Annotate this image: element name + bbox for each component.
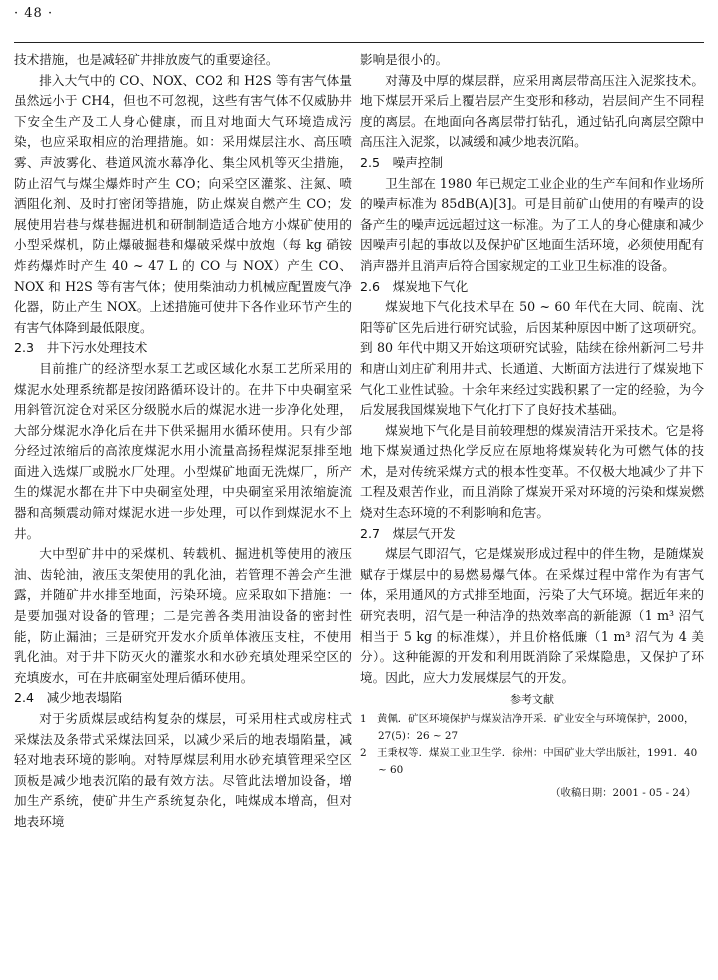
received-date: （收稿日期：2001 - 05 - 24）: [550, 787, 696, 799]
paragraph: 煤炭地下气化技术早在 50 ~ 60 年代在大同、皖南、沈阳等矿区先后进行研究试验，后因某种原因中断了这项研究。到 80 年代中期又开始这项研究试验，陆续在徐州新河二号井和唐山刘庄矿利用井式、长通道、大断面方法进行了煤炭地下气化工业性试验。十余年来经过实践积累了一定的经验，为今后发展我国煤炭地下气化打下了良好技术基础。: [360, 299, 704, 418]
section-heading: 2.4 减少地表塌陷: [14, 690, 123, 706]
section-heading: 2.3 井下污水处理技术: [14, 340, 148, 356]
page-number: · 48 ·: [14, 6, 54, 21]
section-heading: 2.5 噪声控制: [360, 154, 443, 170]
paragraph: 对薄及中厚的煤层群，应采用离层带高压注入泥浆技术。地下煤层开采后上覆岩层产生变形和移动，岩层间产生不同程度的离层。在地面向各离层带打钻孔，通过钻孔向离层空隙中高压注入泥浆，以减缓和减少地表沉陷。: [360, 72, 704, 150]
section-heading: 2.7 煤层气开发: [360, 525, 456, 541]
paragraph: 影响是很小的。: [360, 52, 449, 67]
paragraph: 对于劣质煤层或结构复杂的煤层，可采用柱式或房柱式采煤法及条带式采煤法回采，以减少采后的地表塌陷量，减轻对地表环境的影响。对特厚煤层利用水砂充填管理采空区顶板是减少地表沉陷的最有效方法。尽管此法增加设备，增加生产系统，使矿井生产系统复杂化，吨煤成本增高，但对地表环境: [14, 711, 352, 829]
right-column: [360, 50, 704, 804]
paragraph: 卫生部在 1980 年已规定工业企业的生产车间和作业场所的噪声标准为 85dB(A)[3]。可是目前矿山使用的有噪声的设备产生的噪声远远超过这一标准。为了工人的身心健康和减少因噪声引起的事故以及保护矿区地面生活环境，必须使用配有消声器并且消声后符合国家规定的工业卫生标准的设备。: [360, 175, 704, 273]
section-heading: 2.6 煤炭地下气化: [360, 278, 469, 294]
references-heading: 参考文献: [510, 693, 554, 707]
header-rule: [14, 42, 704, 43]
paragraph: 煤炭地下气化是目前较理想的煤炭清洁开采技术。它是将地下煤炭通过热化学反应在原地将煤炭转化为可燃气体的技术，是对传统采煤方式的根本性变革。不仅极大地减少了井下工程及艰苦作业，而且消除了煤炭开采对环境的污染和煤炭燃烧对生态环境的不利影响和危害。: [360, 422, 704, 521]
paragraph: 目前推广的经济型水泵工艺或区域化水泵工艺所采用的煤泥水处理系统都是按闭路循环设计的。在井下中央硐室采用斜管沉淀仓对采区分级脱水后的煤泥水进一步净化处理，大部分煤泥水净化后在井下供采掘用水循环使用。只有少部分经过浓缩后的高浓度煤泥水用小流量高扬程煤泥泵排至地面进入选煤厂或脱水厂处理。小型煤矿地面无洗煤厂，所产生的煤泥水都在井下中央硐室处理，中央硐室采用浓缩旋流器和高频震动筛对煤泥水进一步处理，可以作到煤泥水不上井。: [14, 360, 352, 541]
left-column: [14, 50, 352, 833]
reference-item: 2 王秉权等．煤炭工业卫生学．徐州：中国矿业大学出版社，1991．40 ~ 60: [360, 747, 698, 776]
paragraph: 大中型矿井中的采煤机、转载机、掘进机等使用的液压油、齿轮油，液压支架使用的乳化油，若管理不善会产生泄露，并随矿井水排至地面，污染环境。应采取如下措施：一是要加强对设备的管理；二是完善各类用油设备的密封性能，防止漏油；三是研究开发水介质单体液压支柱，不使用乳化油。对于井下防灭火的灌浆水和水砂充填处理采空区的充填废水，可在井底硐室处理后循环使用。: [14, 546, 352, 685]
paragraph: 技术措施，也是减轻矿井排放废气的重要途径。: [14, 52, 279, 67]
reference-item: 1 黄佩．矿区环境保护与煤炭洁净开采．矿业安全与环境保护，2000，27(5)：26 ~ 27: [360, 713, 695, 742]
paragraph: 排入大气中的 CO、NOX、CO2 和 H2S 等有害气体量虽然远小于 CH4，但也不可忽视，这些有害气体不仅威胁井下安全生产及工人身心健康，而且对地面大气环境造成污染，也应采取相应的治理措施。如：采用煤层注水、高压喷雾、声波雾化、巷道风流水幕净化、集尘风机等灭尘措施，防止沼气与煤尘爆炸时产生 CO；向采空区灌浆、注氮、喷洒阻化剂、及时打密闭等措施，防止煤炭自燃产生 CO；发展使用岩巷与煤巷掘进机和研制制造适合地方小煤矿使用的小型采煤机，防止爆破掘巷和爆破采煤中放炮（每 kg 硝铵炸药爆炸时产生 40 ~ 47 L 的 CO 与 NOX）产生 CO、NOX 和 H2S 等有害气体；使用柴油动力机械应配置废气净化器，防止产生 NOX。上述措施可使井下各作业环节产生的有害气体降到最低限度。: [14, 72, 352, 335]
paragraph: 煤层气即沼气，它是煤炭形成过程中的伴生物，是随煤炭赋存于煤层中的易燃易爆气体。在采煤过程中常作为有害气体，采用通风的方式排至地面，污染了大气环境。据近年来的研究表明，沼气是一种洁净的热效率高的新能源（1 m³ 沼气相当于 5 kg 的标准煤），并且价格低廉（1 m³ 沼气为 4 美分）。这种能源的开发和利用既消除了采煤隐患，又保护了环境。因此，应大力发展煤层气的开发。: [360, 546, 704, 685]
